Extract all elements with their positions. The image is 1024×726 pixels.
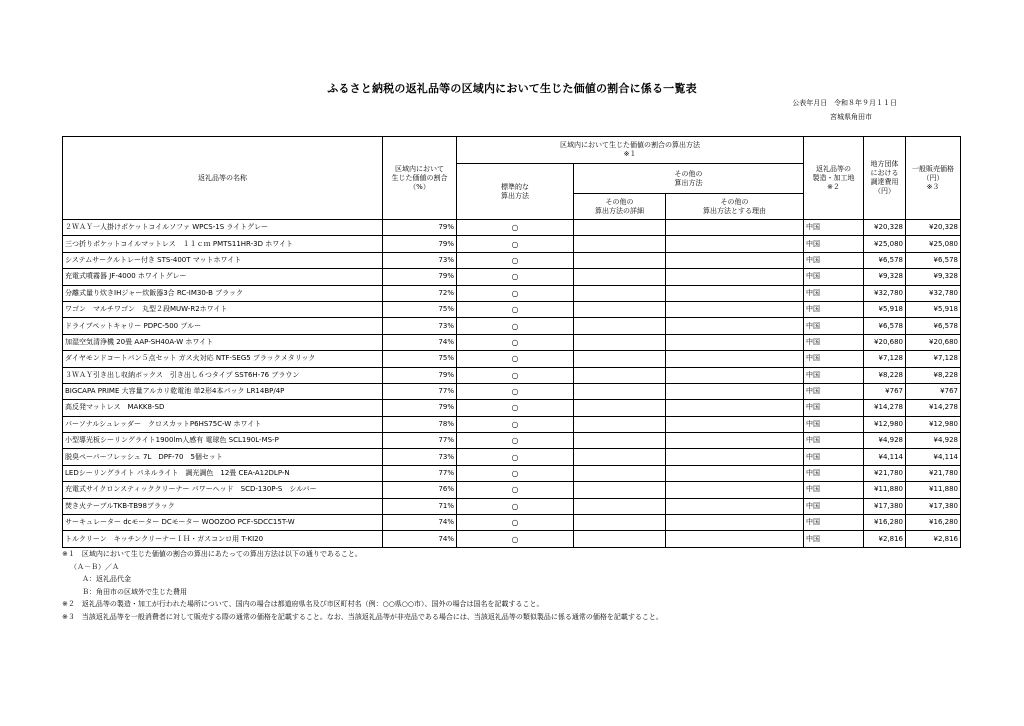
cell-retail-price: ¥25,080 — [906, 236, 961, 252]
note-2: ※２ 返礼品等の製造・加工が行われた場所について、国内の場合は都道府県名及び市区町村名（例：○○県○○市）、国外の場合は国名を記載すること。 — [62, 600, 544, 609]
cell-other-detail — [574, 515, 666, 531]
cell-other-reason — [666, 351, 804, 367]
header-ratio: 区域内において 生じた価値の割合 （%） — [383, 137, 457, 220]
note-b: Ｂ：角田市の区域外で生じた費用 — [82, 587, 187, 596]
cell-location: 中国 — [804, 416, 864, 432]
cell-name: 高反発マットレス MAKK8-SD — [63, 400, 383, 416]
cell-name: 焚き火テーブルTKB-TB98ブラック — [63, 498, 383, 514]
cell-retail-price: ¥6,578 — [906, 252, 961, 268]
cell-standard-method: ○ — [457, 498, 574, 514]
cell-other-reason — [666, 482, 804, 498]
cell-procurement-cost: ¥2,816 — [864, 531, 906, 547]
cell-name: 充電式噴霧器 JF-4000 ホワイトグレー — [63, 269, 383, 285]
cell-ratio: 79% — [383, 400, 457, 416]
cell-ratio: 76% — [383, 482, 457, 498]
table-row — [63, 334, 961, 350]
cell-standard-method: ○ — [457, 400, 574, 416]
cell-standard-method: ○ — [457, 334, 574, 350]
cell-location: 中国 — [804, 236, 864, 252]
cell-standard-method: ○ — [457, 416, 574, 432]
cell-ratio: 77% — [383, 465, 457, 481]
cell-procurement-cost: ¥20,680 — [864, 334, 906, 350]
cell-ratio: 72% — [383, 285, 457, 301]
cell-standard-method: ○ — [457, 449, 574, 465]
cell-name: ワゴン マルチワゴン 丸型２段MUW-R2ホワイト — [63, 301, 383, 317]
cell-other-reason — [666, 269, 804, 285]
cell-retail-price: ¥6,578 — [906, 318, 961, 334]
publication-date: 令和８年９月１１日 — [834, 99, 897, 107]
publication-date-line — [792, 98, 897, 108]
cell-name: 加湿空気清浄機 20畳 AAP-SH40A-W ホワイト — [63, 334, 383, 350]
cell-standard-method: ○ — [457, 465, 574, 481]
cell-procurement-cost: ¥11,880 — [864, 482, 906, 498]
cell-other-detail — [574, 416, 666, 432]
header-method-group: 区域内において生じた価値の割合の算出方法 ※１ — [457, 137, 804, 164]
table-row — [63, 515, 961, 531]
cell-other-detail — [574, 400, 666, 416]
cell-retail-price: ¥4,114 — [906, 449, 961, 465]
cell-other-detail — [574, 367, 666, 383]
cell-ratio: 73% — [383, 449, 457, 465]
header-procurement-cost: 地方団体 における 調達費用 （円） — [864, 137, 906, 220]
cell-procurement-cost: ¥6,578 — [864, 252, 906, 268]
cell-retail-price: ¥7,128 — [906, 351, 961, 367]
cell-standard-method: ○ — [457, 482, 574, 498]
header-other-detail: その他の 算出方法の詳細 — [574, 194, 666, 220]
publication-date-label: 公表年月日 — [792, 99, 828, 107]
cell-other-detail — [574, 383, 666, 399]
cell-procurement-cost: ¥8,228 — [864, 367, 906, 383]
cell-other-reason — [666, 367, 804, 383]
cell-other-detail — [574, 334, 666, 350]
cell-other-detail — [574, 285, 666, 301]
cell-procurement-cost: ¥17,380 — [864, 498, 906, 514]
cell-name: ドライブペットキャリー PDPC-500 ブルー — [63, 318, 383, 334]
cell-procurement-cost: ¥4,928 — [864, 433, 906, 449]
cell-other-reason — [666, 400, 804, 416]
table-row — [63, 269, 961, 285]
cell-other-detail — [574, 531, 666, 547]
cell-name: サーキュレーター dcモーター DCモーター WOOZOO PCF-SDCC15T-W — [63, 515, 383, 531]
cell-procurement-cost: ¥12,980 — [864, 416, 906, 432]
table-row — [63, 220, 961, 236]
cell-retail-price: ¥4,928 — [906, 433, 961, 449]
cell-name: 脱臭ペーパーフレッシュ 7L DPF-70 5個セット — [63, 449, 383, 465]
cell-retail-price: ¥16,280 — [906, 515, 961, 531]
cell-retail-price: ¥9,328 — [906, 269, 961, 285]
table-row — [63, 351, 961, 367]
table-row — [63, 400, 961, 416]
cell-name: ダイヤモンドコートパン５点セット ガス火対応 NTF-SEG5 ブラックメタリック — [63, 351, 383, 367]
cell-standard-method: ○ — [457, 220, 574, 236]
cell-retail-price: ¥12,980 — [906, 416, 961, 432]
cell-location: 中国 — [804, 498, 864, 514]
cell-location: 中国 — [804, 301, 864, 317]
cell-name: ２ＷＡＹ一人掛けポケットコイルソファ WPCS-1S ライトグレー — [63, 220, 383, 236]
cell-other-reason — [666, 318, 804, 334]
cell-ratio: 79% — [383, 220, 457, 236]
cell-retail-price: ¥17,380 — [906, 498, 961, 514]
cell-standard-method: ○ — [457, 383, 574, 399]
cell-retail-price: ¥14,278 — [906, 400, 961, 416]
cell-standard-method: ○ — [457, 531, 574, 547]
cell-ratio: 73% — [383, 318, 457, 334]
cell-other-detail — [574, 236, 666, 252]
cell-location: 中国 — [804, 482, 864, 498]
table-row — [63, 252, 961, 268]
cell-other-reason — [666, 531, 804, 547]
cell-other-reason — [666, 252, 804, 268]
cell-location: 中国 — [804, 269, 864, 285]
cell-name: LEDシーリングライト パネルライト 調光調色 12畳 CEA-A12DLP-N — [63, 465, 383, 481]
cell-location: 中国 — [804, 449, 864, 465]
cell-location: 中国 — [804, 220, 864, 236]
cell-location: 中国 — [804, 252, 864, 268]
cell-location: 中国 — [804, 367, 864, 383]
cell-standard-method: ○ — [457, 515, 574, 531]
cell-retail-price: ¥21,780 — [906, 465, 961, 481]
cell-retail-price: ¥11,880 — [906, 482, 961, 498]
cell-standard-method: ○ — [457, 285, 574, 301]
page-title: ふるさと納税の返礼品等の区域内において生じた価値の割合に係る一覧表 — [327, 82, 697, 95]
cell-name: 三つ折りポケットコイルマットレス １１ｃｍ PMTS11HR-3D ホワイト — [63, 236, 383, 252]
cell-name: ３ＷＡＹ引き出し収納ボックス 引き出し６つタイプ SST6H-76 ブラウン — [63, 367, 383, 383]
cell-ratio: 75% — [383, 351, 457, 367]
cell-other-reason — [666, 285, 804, 301]
cell-ratio: 78% — [383, 416, 457, 432]
note-3: ※３ 当該返礼品等を一般消費者に対して販売する際の通常の価格を記載すること。なお、当該返礼品等が非売品である場合には、当該返礼品等の類似製品に係る通常の価格を記載すること。 — [62, 612, 663, 621]
cell-other-detail — [574, 269, 666, 285]
cell-location: 中国 — [804, 531, 864, 547]
cell-location: 中国 — [804, 351, 864, 367]
cell-other-reason — [666, 236, 804, 252]
cell-standard-method: ○ — [457, 351, 574, 367]
cell-ratio: 75% — [383, 301, 457, 317]
cell-retail-price: ¥20,328 — [906, 220, 961, 236]
cell-name: BIGCAPA PRIME 大容量アルカリ乾電池 単2形4本パック LR14BP/4P — [63, 383, 383, 399]
cell-procurement-cost: ¥5,918 — [864, 301, 906, 317]
cell-other-detail — [574, 252, 666, 268]
cell-ratio: 74% — [383, 334, 457, 350]
cell-standard-method: ○ — [457, 433, 574, 449]
table-row — [63, 285, 961, 301]
header-location: 返礼品等の 製造・加工地 ※２ — [804, 137, 864, 220]
note-a: Ａ：返礼品代金 — [82, 575, 131, 584]
header-name: 返礼品等の名称 — [63, 137, 383, 220]
header-retail-price: 一般販売価格 （円） ※３ — [906, 137, 961, 220]
cell-location: 中国 — [804, 285, 864, 301]
cell-other-detail — [574, 482, 666, 498]
gift-value-table — [62, 136, 961, 548]
table-row — [63, 433, 961, 449]
table-row — [63, 465, 961, 481]
note-1: ※１ 区域内において生じた価値の割合の算出にあたっての算出方法は以下の通りであること。 — [62, 550, 362, 558]
cell-procurement-cost: ¥25,080 — [864, 236, 906, 252]
cell-other-detail — [574, 318, 666, 334]
cell-other-reason — [666, 449, 804, 465]
table-row — [63, 482, 961, 498]
cell-procurement-cost: ¥7,128 — [864, 351, 906, 367]
cell-other-reason — [666, 334, 804, 350]
cell-other-reason — [666, 416, 804, 432]
cell-location: 中国 — [804, 318, 864, 334]
cell-location: 中国 — [804, 465, 864, 481]
cell-ratio: 74% — [383, 531, 457, 547]
cell-location: 中国 — [804, 383, 864, 399]
cell-other-reason — [666, 465, 804, 481]
cell-name: 分離式量り炊きIHジャー炊飯器3合 RC-IM30-B ブラック — [63, 285, 383, 301]
cell-procurement-cost: ¥14,278 — [864, 400, 906, 416]
table-row — [63, 531, 961, 547]
cell-ratio: 79% — [383, 367, 457, 383]
cell-standard-method: ○ — [457, 269, 574, 285]
cell-other-detail — [574, 220, 666, 236]
table-row — [63, 318, 961, 334]
cell-location: 中国 — [804, 433, 864, 449]
cell-other-reason — [666, 383, 804, 399]
cell-name: 充電式サイクロンスティッククリーナー パワーヘッド SCD-130P-S シルバー — [63, 482, 383, 498]
table-row — [63, 301, 961, 317]
cell-other-reason — [666, 498, 804, 514]
cell-retail-price: ¥8,228 — [906, 367, 961, 383]
cell-ratio: 71% — [383, 498, 457, 514]
cell-procurement-cost: ¥20,328 — [864, 220, 906, 236]
cell-other-detail — [574, 351, 666, 367]
cell-other-reason — [666, 220, 804, 236]
municipality-name: 宮城県角田市 — [830, 113, 872, 121]
cell-ratio: 74% — [383, 515, 457, 531]
cell-retail-price: ¥2,816 — [906, 531, 961, 547]
cell-location: 中国 — [804, 334, 864, 350]
cell-other-detail — [574, 498, 666, 514]
cell-ratio: 73% — [383, 252, 457, 268]
table-row — [63, 416, 961, 432]
cell-standard-method: ○ — [457, 236, 574, 252]
cell-other-reason — [666, 433, 804, 449]
cell-other-reason — [666, 515, 804, 531]
cell-procurement-cost: ¥16,280 — [864, 515, 906, 531]
cell-procurement-cost: ¥21,780 — [864, 465, 906, 481]
header-other-method: その他の 算出方法 — [574, 164, 804, 194]
cell-name: パーソナルシュレッダー クロスカットP6HS75C-W ホワイト — [63, 416, 383, 432]
cell-other-detail — [574, 301, 666, 317]
cell-retail-price: ¥20,680 — [906, 334, 961, 350]
cell-name: システムサークルトレー付き STS-400T マットホワイト — [63, 252, 383, 268]
cell-ratio: 77% — [383, 433, 457, 449]
cell-other-detail — [574, 465, 666, 481]
cell-other-detail — [574, 433, 666, 449]
cell-standard-method: ○ — [457, 252, 574, 268]
header-other-reason: その他の 算出方法とする理由 — [666, 194, 804, 220]
table-row — [63, 498, 961, 514]
cell-ratio: 79% — [383, 236, 457, 252]
cell-other-detail — [574, 449, 666, 465]
table-row — [63, 383, 961, 399]
cell-standard-method: ○ — [457, 367, 574, 383]
cell-procurement-cost: ¥767 — [864, 383, 906, 399]
cell-ratio: 77% — [383, 383, 457, 399]
note-formula: （Ａ－Ｂ）／Ａ — [70, 562, 119, 571]
table-row — [63, 236, 961, 252]
table-row — [63, 449, 961, 465]
cell-location: 中国 — [804, 515, 864, 531]
table-row — [63, 367, 961, 383]
cell-location: 中国 — [804, 400, 864, 416]
cell-ratio: 79% — [383, 269, 457, 285]
cell-retail-price: ¥767 — [906, 383, 961, 399]
cell-standard-method: ○ — [457, 301, 574, 317]
cell-retail-price: ¥32,780 — [906, 285, 961, 301]
cell-procurement-cost: ¥6,578 — [864, 318, 906, 334]
footnotes — [62, 548, 663, 624]
cell-name: 小型導光板シーリングライト1900lm人感有 電球色 SCL190L-MS-P — [63, 433, 383, 449]
cell-standard-method: ○ — [457, 318, 574, 334]
cell-other-reason — [666, 301, 804, 317]
cell-retail-price: ¥5,918 — [906, 301, 961, 317]
header-standard-method: 標準的な 算出方法 — [457, 164, 574, 220]
cell-name: トルクリーン キッチンクリーナーＩＨ・ガスコンロ用 T-KI20 — [63, 531, 383, 547]
cell-procurement-cost: ¥32,780 — [864, 285, 906, 301]
cell-procurement-cost: ¥9,328 — [864, 269, 906, 285]
cell-procurement-cost: ¥4,114 — [864, 449, 906, 465]
